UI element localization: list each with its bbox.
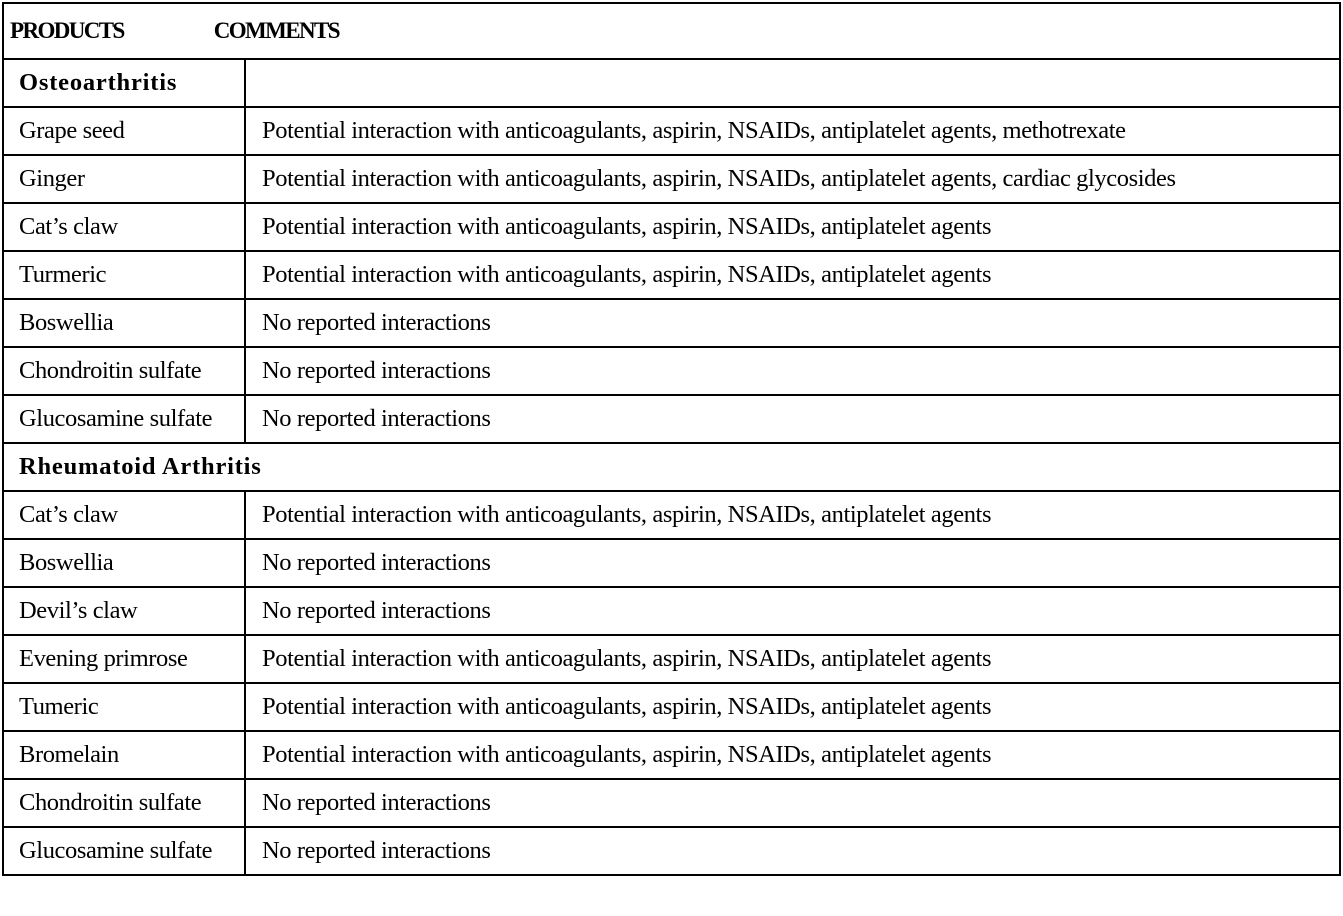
- product-cell: Cat’s claw: [3, 203, 245, 251]
- table-row: [3, 395, 1340, 443]
- table-row: [3, 155, 1340, 203]
- product-cell: Tumeric: [3, 683, 245, 731]
- comment-cell: No reported interactions: [245, 779, 1340, 827]
- comment-cell: Potential interaction with anticoagulants, aspirin, NSAIDs, antiplatelet agents: [245, 683, 1340, 731]
- table-row: [3, 827, 1340, 875]
- product-cell: Bromelain: [3, 731, 245, 779]
- product-cell: Chondroitin sulfate: [3, 347, 245, 395]
- table-row: [3, 491, 1340, 539]
- product-cell: Chondroitin sulfate: [3, 779, 245, 827]
- section-title: Rheumatoid Arthritis: [3, 443, 1340, 491]
- comment-cell: No reported interactions: [245, 299, 1340, 347]
- empty-cell: [245, 59, 1340, 107]
- table-row: [3, 731, 1340, 779]
- product-cell: Boswellia: [3, 539, 245, 587]
- product-cell: Glucosamine sulfate: [3, 827, 245, 875]
- product-cell: Grape seed: [3, 107, 245, 155]
- table-row: [3, 347, 1340, 395]
- comment-cell: No reported interactions: [245, 827, 1340, 875]
- interactions-table: [2, 2, 1341, 876]
- product-cell: Devil’s claw: [3, 587, 245, 635]
- table-row: [3, 635, 1340, 683]
- section-row: [3, 59, 1340, 107]
- table-row: [3, 779, 1340, 827]
- product-cell: Ginger: [3, 155, 245, 203]
- table-row: [3, 107, 1340, 155]
- comment-cell: Potential interaction with anticoagulants, aspirin, NSAIDs, antiplatelet agents: [245, 491, 1340, 539]
- comment-cell: Potential interaction with anticoagulants, aspirin, NSAIDs, antiplatelet agents, cardiac glycosides: [245, 155, 1340, 203]
- section-row: [3, 443, 1340, 491]
- table-row: [3, 251, 1340, 299]
- table-row: [3, 299, 1340, 347]
- comment-cell: Potential interaction with anticoagulants, aspirin, NSAIDs, antiplatelet agents: [245, 635, 1340, 683]
- comment-cell: Potential interaction with anticoagulants, aspirin, NSAIDs, antiplatelet agents: [245, 203, 1340, 251]
- header-cell: [3, 3, 1340, 59]
- comment-cell: Potential interaction with anticoagulants, aspirin, NSAIDs, antiplatelet agents: [245, 731, 1340, 779]
- product-cell: Turmeric: [3, 251, 245, 299]
- product-cell: Evening primrose: [3, 635, 245, 683]
- product-cell: Boswellia: [3, 299, 245, 347]
- comment-cell: Potential interaction with anticoagulants, aspirin, NSAIDs, antiplatelet agents: [245, 251, 1340, 299]
- header-row: [3, 3, 1340, 59]
- comments-header: COMMENTS: [213, 18, 339, 43]
- table-row: [3, 683, 1340, 731]
- comment-cell: Potential interaction with anticoagulants, aspirin, NSAIDs, antiplatelet agents, methotrexate: [245, 107, 1340, 155]
- comment-cell: No reported interactions: [245, 587, 1340, 635]
- comment-cell: No reported interactions: [245, 539, 1340, 587]
- table-row: [3, 203, 1340, 251]
- product-cell: Cat’s claw: [3, 491, 245, 539]
- table-row: [3, 587, 1340, 635]
- products-header: PRODUCTS: [10, 18, 124, 43]
- comment-cell: No reported interactions: [245, 347, 1340, 395]
- comment-cell: No reported interactions: [245, 395, 1340, 443]
- table-body: [3, 3, 1340, 875]
- section-title: Osteoarthritis: [3, 59, 245, 107]
- product-cell: Glucosamine sulfate: [3, 395, 245, 443]
- table-row: [3, 539, 1340, 587]
